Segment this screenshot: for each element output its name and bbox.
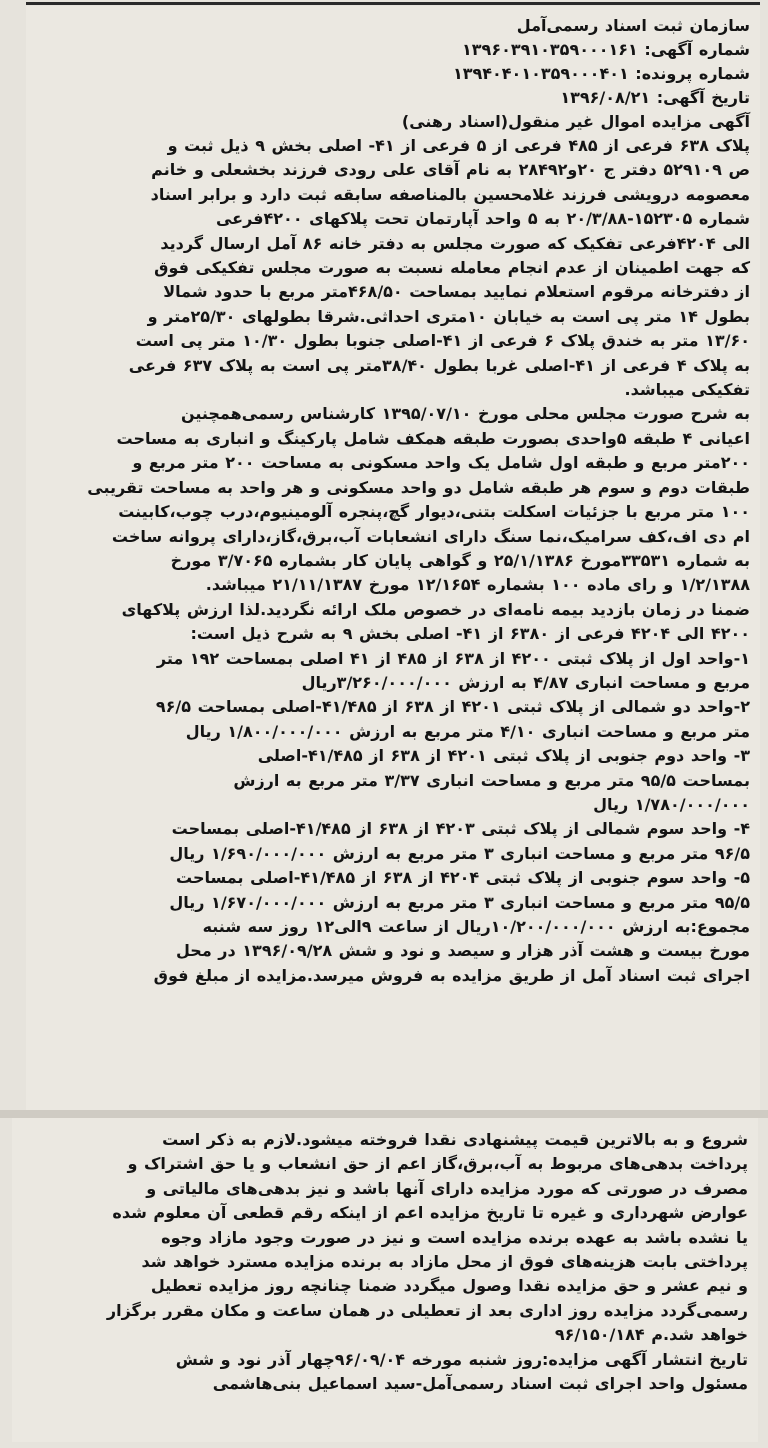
notice-line: تاریخ انتشار آگهی مزایده:روز شنبه مورخه ۹۶/۰۹/۰۴چهار آذر نود و شش bbox=[175, 1349, 748, 1369]
notice-line: خواهد شد.م ۹۶/۱۵۰/۱۸۴ bbox=[554, 1325, 748, 1345]
notice-line: ۱۳/۶۰ متر به خندق پلاک ۶ فرعی از ۴۱-اصلی جنوبا بطول ۱۰/۳۰ متر پی است bbox=[135, 331, 750, 351]
notice-line: از دفترخانه مرقوم استعلام نمایید بمساحت ۴۶۸/۵۰متر مربع با حدود شمالا bbox=[163, 282, 750, 302]
notice-subject: آگهی مزایده اموال غیر منقول(اسناد رهنی) bbox=[401, 112, 750, 131]
notice-line: ۲۰۰متر مربع و طبقه اول شامل یک واحد مسکونی به مساحت ۲۰۰ متر مربع و bbox=[132, 453, 750, 473]
notice-line: ضمنا در زمان بازدید بیمه نامه‌ای در خصوص ملک ارائه نگردید.لذا ارزش پلاکهای bbox=[121, 599, 750, 619]
notice-line: ص ۵۲۹۱۰۹ دفتر ج ۲۰و۲۸۴۹۲ به نام آقای علی رودی فرزند بخشعلی و خانم bbox=[151, 160, 750, 180]
notice-column-bottom bbox=[12, 1118, 758, 1442]
notice-line: شماره ۱۵۲۳۰۵-۲۰/۳/۸۸ به ۵ واحد آپارتمان تحت پلاکهای ۴۲۰۰فرعی bbox=[215, 209, 750, 229]
notice-line: ۹۶/۵ متر مربع و مساحت انباری ۳ متر مربع به ارزش ۱/۶۹۰/۰۰۰/۰۰۰ ریال bbox=[169, 843, 750, 863]
notice-line: ۵- واحد سوم جنوبی از پلاک ثبتی ۴۲۰۴ از ۶۳۸ از ۴۱/۴۸۵-اصلی بمساحت bbox=[176, 868, 750, 888]
notice-line: بطول ۱۴ متر پی است به خیابان ۱۰متری احداثی.شرقا بطولهای ۲۵/۳۰متر و bbox=[147, 306, 750, 326]
notice-body-bottom bbox=[12, 1118, 758, 1396]
notice-line: ۲-واحد دو شمالی از پلاک ثبتی ۴۲۰۱ از ۶۳۸ از ۴۱/۴۸۵-اصلی بمساحت ۹۶/۵ bbox=[155, 697, 750, 717]
notice-line: مصرف در صورتی که مورد مزایده دارای آنها باشد و نیز بدهی‌های مالیاتی و bbox=[146, 1178, 748, 1198]
notice-line: یا نشده باشد به عهده برنده مزایده است و نیز در صورت وجود مازاد وجوه bbox=[161, 1227, 748, 1247]
org-name: سازمان ثبت اسناد رسمی‌آمل bbox=[516, 16, 750, 35]
notice-line: رسمی‌گردد مزایده روز اداری بعد از تعطیلی در همان ساعت و مکان مقرر برگزار bbox=[106, 1300, 748, 1320]
notice-line: اعیانی ۴ طبقه ۵واحدی بصورت طبقه همکف شامل پارکینگ و انباری به مساحت bbox=[116, 428, 750, 448]
notice-line: معصومه درویشی فرزند غلامحسین بالمناصفه سابقه ثبت دارد و برابر اسناد bbox=[150, 184, 750, 204]
notice-line: ۴- واحد سوم شمالی از پلاک ثبتی ۴۲۰۳ از ۶۳۸ از ۴۱/۴۸۵-اصلی بمساحت bbox=[171, 819, 750, 839]
notice-line: ۱۰۰ متر مربع با جزئیات اسکلت بتنی،دیوار گچ،پنجره آلومینیوم،درب چوب،کابینت bbox=[118, 502, 750, 522]
notice-line: پلاک ۶۳۸ فرعی از ۴۸۵ فرعی از ۵ فرعی از ۴۱- اصلی بخش ۹ ذیل ثبت و bbox=[167, 136, 750, 155]
notice-line: اجرای ثبت اسناد آمل از طریق مزایده به فروش میرسد.مزایده از مبلغ فوق bbox=[153, 965, 750, 985]
notice-line: که جهت اطمینان از عدم انجام معامله نسبت به صورت مجلس تفکیکی فوق bbox=[154, 258, 750, 278]
notice-line: ام دی اف،کف سرامیک،نما سنگ دارای انشعابات آب،برق،گاز،دارای پروانه ساخت bbox=[111, 526, 750, 546]
notice-line: متر مربع و مساحت انباری ۴/۱۰ متر مربع به ارزش ۱/۸۰۰/۰۰۰/۰۰۰ ریال bbox=[185, 721, 750, 741]
notice-column-top bbox=[26, 6, 760, 1110]
notice-line: به پلاک ۴ فرعی از ۴۱-اصلی غربا بطول ۳۸/۴۰متر پی است به پلاک ۶۳۷ فرعی bbox=[128, 355, 750, 375]
notice-line: ۴۲۰۰ الی ۴۲۰۴ فرعی از ۶۳۸۰ از ۴۱- اصلی بخش ۹ به شرح ذیل است: bbox=[190, 624, 750, 644]
notice-line: ۹۵/۵ متر مربع و مساحت انباری ۳ متر مربع به ارزش ۱/۶۷۰/۰۰۰/۰۰۰ ریال bbox=[169, 892, 750, 912]
notice-header bbox=[26, 6, 760, 134]
notice-line: عوارض شهرداری و غیره تا تاریخ مزایده اعم از اینکه رقم قطعی آن معلوم شده bbox=[112, 1203, 748, 1223]
notice-line: ۱-واحد اول از پلاک ثبتی ۴۲۰۰ از ۶۳۸ از ۴۸۵ از ۴۱ اصلی بمساحت ۱۹۲ متر bbox=[156, 648, 750, 668]
ad-number: شماره آگهی: ۱۳۹۶۰۳۹۱۰۳۵۹۰۰۰۱۶۱ bbox=[462, 40, 750, 59]
notice-body-top bbox=[26, 134, 760, 988]
notice-line: پرداختی بابت هزینه‌های فوق از محل مازاد به برنده مزایده مسترد خواهد شد bbox=[141, 1252, 748, 1272]
notice-line: به شرح صورت مجلس محلی مورخ ۱۳۹۵/۰۷/۱۰ کارشناس رسمی‌همچنین bbox=[180, 404, 750, 424]
notice-line: مسئول واحد اجرای ثبت اسناد رسمی‌آمل-سید اسماعیل بنی‌هاشمی bbox=[212, 1374, 748, 1394]
notice-line: شروع و به بالاترین قیمت پیشنهادی نقدا فروخته میشود.لازم به ذکر است bbox=[162, 1130, 748, 1149]
file-number: شماره پرونده: ۱۳۹۴۰۴۰۱۰۳۵۹۰۰۰۴۰۱ bbox=[452, 64, 750, 83]
notice-line: مجموع:به ارزش ۱۰/۲۰۰/۰۰۰/۰۰۰ریال از ساعت ۹الی۱۲ روز سه شنبه bbox=[202, 917, 750, 936]
notice-line: الی ۴۲۰۴فرعی تفکیک که صورت مجلس به دفتر خانه ۸۶ آمل ارسال گردید bbox=[160, 233, 750, 253]
ad-date: تاریخ آگهی: ۱۳۹۶/۰۸/۲۱ bbox=[560, 88, 750, 107]
notice-line: مورخ بیست و هشت آذر هزار و سیصد و نود و شش ۱۳۹۶/۰۹/۲۸ در محل bbox=[176, 941, 750, 961]
notice-line: ۳- واحد دوم جنوبی از پلاک ثبتی ۴۲۰۱ از ۶۳۸ از ۴۱/۴۸۵-اصلی bbox=[257, 746, 750, 766]
notice-line: ۱/۲/۱۳۸۸ و رای ماده ۱۰۰ بشماره ۱۲/۱۶۵۴ مورخ ۲۱/۱۱/۱۳۸۷ میباشد. bbox=[205, 575, 750, 595]
notice-line: بمساحت ۹۵/۵ متر مربع و مساحت انباری ۳/۳۷ متر مربع به ارزش bbox=[233, 770, 750, 790]
notice-line: مربع و مساحت انباری ۴/۸۷ به ارزش ۳/۲۶۰/۰۰۰/۰۰۰ریال bbox=[301, 672, 750, 692]
column-break bbox=[0, 1110, 768, 1118]
notice-line: ۱/۷۸۰/۰۰۰/۰۰۰ ریال bbox=[593, 794, 750, 814]
notice-line: و نیم عشر و حق مزایده نقدا وصول میگردد ضمنا چنانچه روز مزایده تعطیل bbox=[150, 1276, 748, 1296]
notice-line: پرداخت بدهی‌های مربوط به آب،برق،گاز اعم از حق انشعاب و یا حق اشتراک و bbox=[127, 1154, 748, 1174]
notice-line: طبقات دوم و سوم هر طبقه شامل دو واحد مسکونی و هر واحد به مساحت تقریبی bbox=[87, 477, 750, 497]
top-rule bbox=[26, 2, 760, 5]
notice-line: به شماره ۳۳۵۳۱مورخ ۲۵/۱/۱۳۸۶ و گواهی پایان کار بشماره ۳/۷۰۶۵ مورخ bbox=[170, 550, 750, 570]
notice-line: تفکیکی میباشد. bbox=[624, 380, 750, 400]
